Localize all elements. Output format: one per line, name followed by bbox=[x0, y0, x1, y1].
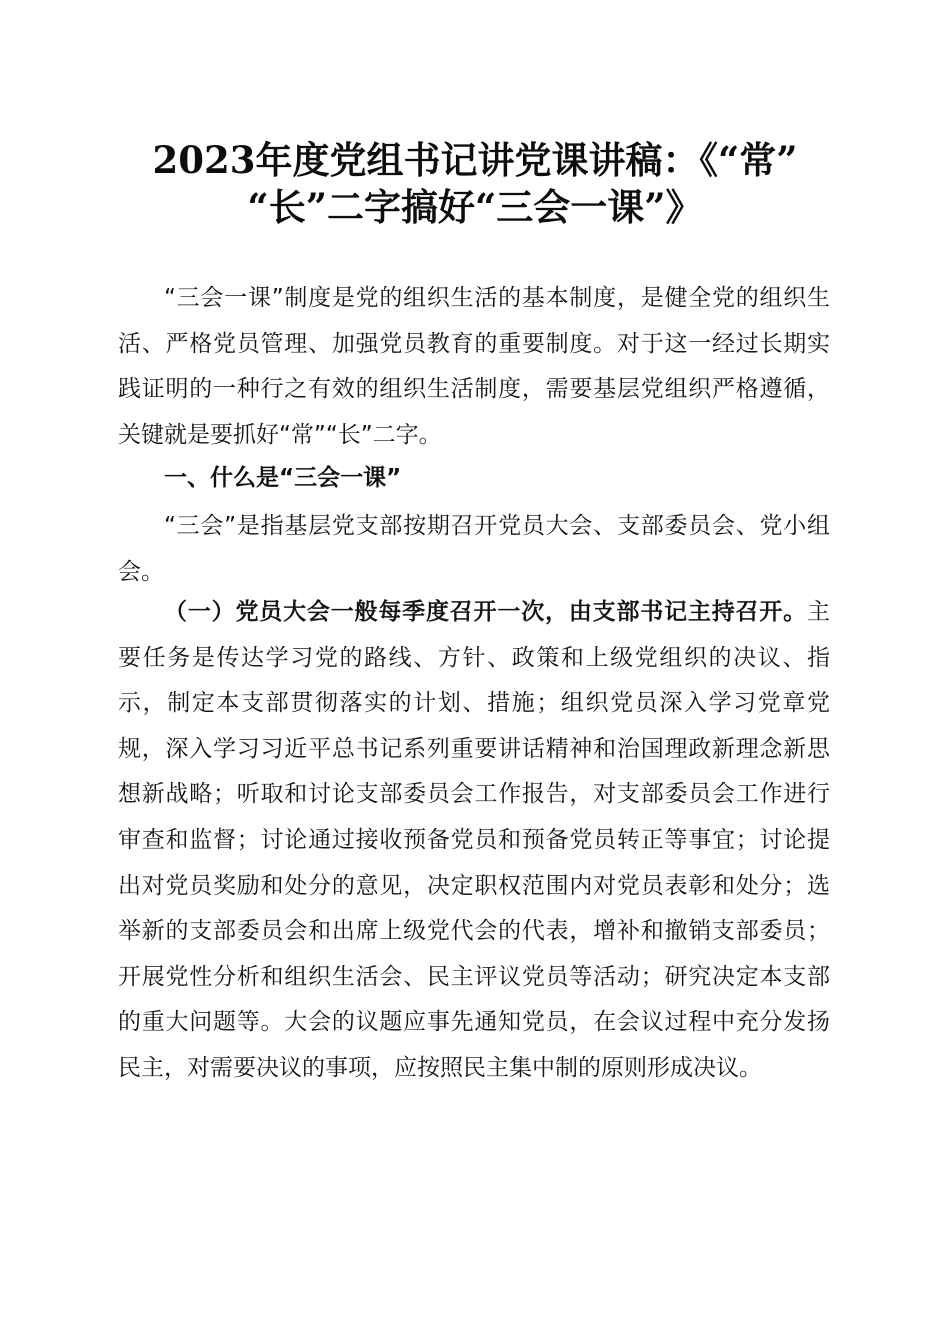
party-congress-paragraph bbox=[118, 590, 830, 1092]
intro-paragraph: “三会一课”制度是党的组织生活的基本制度，是健全党的组织生活、严格党员管理、加强党员教育的重要制度。对于这一经过长期实践证明的一种行之有效的组织生活制度，需要基层党组织严格遵循，关键就是要抓好“常”“长”二字。 bbox=[118, 285, 830, 448]
section-heading-1: 一、什么是“三会一课” bbox=[164, 465, 402, 491]
sanhui-definition-paragraph: “三会”是指基层党支部按期召开党员大会、支部委员会、党小组会。 bbox=[118, 513, 830, 585]
party-congress-lead-sentence: （一）党员大会一般每季度召开一次，由支部书记主持召开。 bbox=[164, 599, 807, 625]
document-title-line-2: “长”二字搞好“三会一课”》 bbox=[247, 185, 703, 229]
document-title-line-1: 2023年度党组书记讲党课讲稿：《“常” bbox=[152, 138, 798, 182]
party-congress-body-text: 主要任务是传达学习党的路线、方针、政策和上级党组织的决议、指示，制定本支部贯彻落实的计划、措施；组织党员深入学习党章党规，深入学习习近平总书记系列重要讲话精神和治国理政新理念新思想新战略；听取和讨论支部委员会工作报告，对支部委员会工作进行审查和监督；讨论通过接收预备党员和预备党员转正等事宜；讨论提出对党员奖励和处分的意见，决定职权范围内对党员表彰和处分；选举新的支部委员会和出席上级党代会的代表，增补和撤销支部委员；开展党性分析和组织生活会、民主评议党员等活动；研究决定本支部的重大问题等。大会的议题应事先通知党员，在会议过程中充分发扬民主，对需要决议的事项，应按照民主集中制的原则形成决议。 bbox=[118, 599, 830, 1081]
